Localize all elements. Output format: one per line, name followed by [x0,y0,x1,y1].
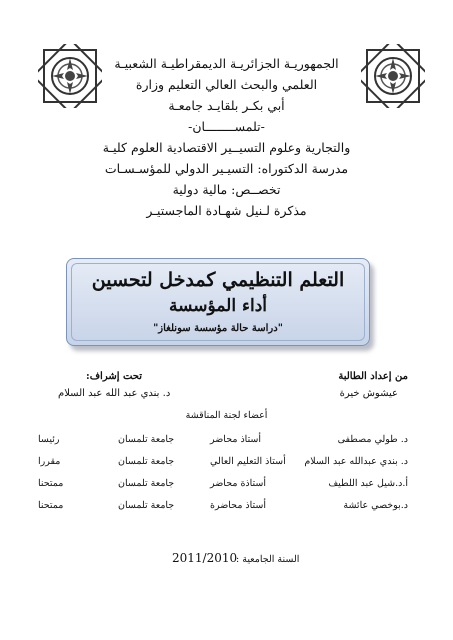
academic-year-label: السنة الجامعية : [236,554,300,565]
thesis-case-study: "دراسة حالة مؤسسة سونلغاز" [153,323,283,334]
header-line-city: -تلمســــــــان- [188,119,265,134]
header-line-ministry: العلمي والبحث العالي التعليم وزارة [135,77,318,92]
member-university: جامعة تلمسان [118,434,175,445]
member-role: رئيسا [38,434,60,445]
header-line-degree: مذكرة لـنيل شهـادة الماجستيـر [146,203,307,218]
committee-heading: أعضاء لجنة المناقشة [185,410,268,421]
student-label: من إعداد الطالبة [338,371,408,382]
committee-row [0,478,453,494]
member-role: مقررا [38,456,61,467]
header-line-specialty: تخصــص: مالية دولية [172,182,281,197]
thesis-title-main: التعلم التنظيمي كمدخل لتحسين [91,269,345,291]
member-rank: أستاذ محاضر [210,434,262,445]
member-name: د. بندي عبدالله عبد السلام [304,456,408,467]
header-line-university: أبي بكـر بلقايـد جامعـة [168,98,285,113]
member-name: أ.د.شيل عبد اللطيف [328,478,408,489]
member-name: د. طولي مصطفى [337,434,408,445]
member-university: جامعة تلمسان [118,500,175,511]
academic-year-value: 2011/2010 [172,551,238,565]
committee-row [0,434,453,450]
member-rank: أستاذ التعليم العالي [210,456,286,467]
thesis-title-box [66,258,370,346]
supervisor-label: تحت إشراف: [86,371,143,382]
committee-row [0,500,453,516]
thesis-title-second: أداء المؤسسة [169,296,267,316]
committee-row [0,456,453,472]
header-line-faculty: والتجارية وعلوم التسيــير الاقتصادية العلوم كليـة [102,140,351,155]
member-university: جامعة تلمسان [118,478,175,489]
member-name: د.بوخصي عائشة [343,500,408,511]
student-name: عيشوش خيرة [339,388,398,399]
member-rank: أستاذ محاضرة [210,500,267,511]
header-line-republic: الجمهوريـة الجزائريـة الديمقراطيـة الشعبيـة [114,56,339,71]
supervisor-name: د. بندي عبد الله عبد السلام [58,388,171,399]
member-university: جامعة تلمسان [118,456,175,467]
member-role: ممتحنا [38,478,64,489]
header-line-doctoral-school: مدرسة الدكتوراه: التسيـير الدولي للمؤسـسـات [104,161,349,176]
member-role: ممتحنا [38,500,64,511]
member-rank: أستاذة محاضر [210,478,267,489]
